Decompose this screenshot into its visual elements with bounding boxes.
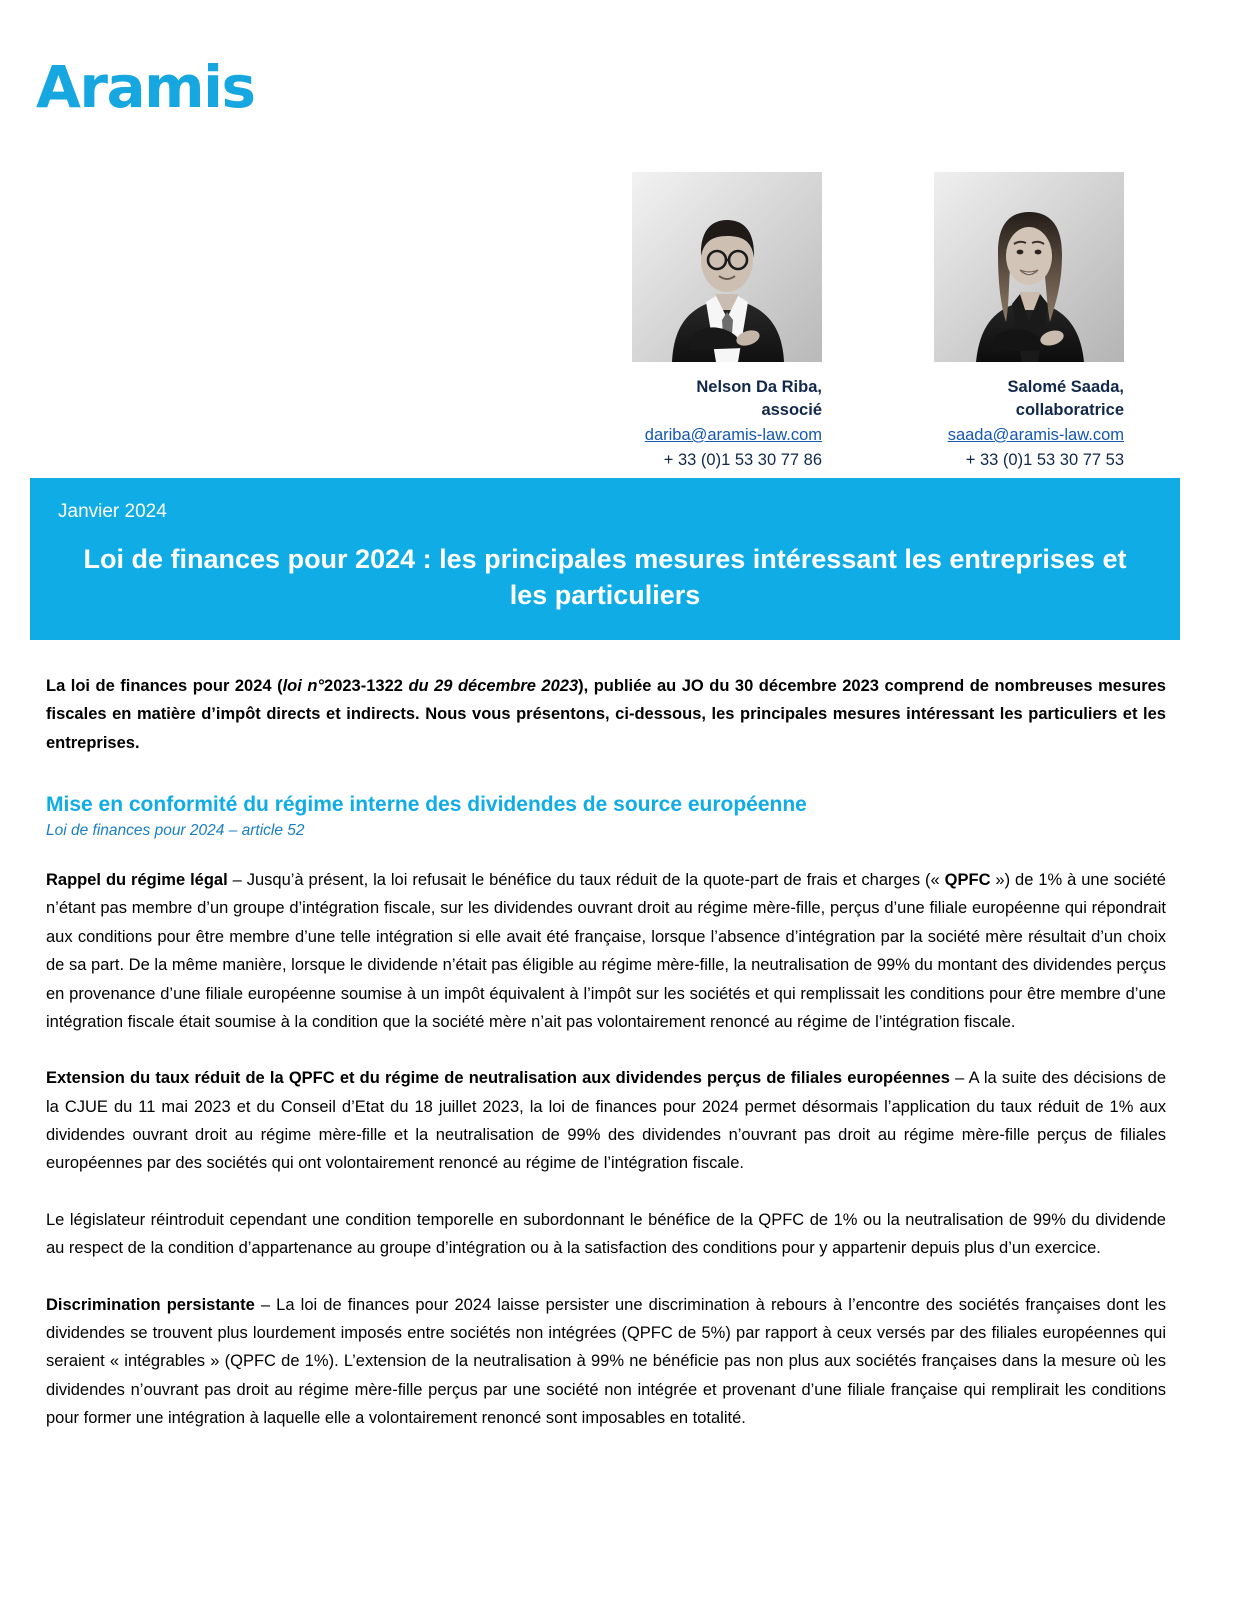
contact-name: Salomé Saada, xyxy=(1007,378,1124,396)
brand-header xyxy=(0,0,1246,120)
aramis-logo: Aramis xyxy=(36,53,255,121)
contact-role: collaboratrice xyxy=(1015,401,1124,420)
title-banner xyxy=(30,478,1180,640)
paragraph-lead: Extension du taux réduit de la QPFC et du régime de neutralisation aux dividendes perçus de filiales européennes xyxy=(46,1069,950,1088)
body-paragraph xyxy=(46,1064,1166,1178)
section-heading: Mise en conformité du régime interne des dividendes de source européenne xyxy=(46,793,807,817)
contact-card xyxy=(934,172,1124,472)
portrait-photo xyxy=(632,172,822,362)
paragraph-text-a: – A la suite des décisions de la CJUE du 11 mai 2023 et du Conseil d’Etat du 18 juillet 2023, la loi de finances pour 2024 permet désormais l’application du taux réduit de 1% aux dividendes ouvrant droit au régime mère-fille et la neutralisation de 99% des dividendes n’ouvrant pas droit au régime mère-fille perçus de filiales européennes par des sociétés qui ont volontairement renoncé au régime de l’intégration fiscale. xyxy=(46,1069,1166,1173)
contact-email-link[interactable]: saada@aramis-law.com xyxy=(947,425,1124,444)
paragraph-text-b: ») de 1% à une société n’étant pas membre d’un groupe d’intégration fiscale, sur les dividendes ouvrant droit au régime mère-fille, perçus d’une filiale européenne qui répondrait aux conditions pour être membre d’une telle intégration si elle avait été française, lorsque l’absence d’intégration par la société mère résultait d’un choix de sa part. De la même manière, lorsque le dividende n’était pas éligible au régime mère-fille, la neutralisation de 99% du montant des dividendes perçus en provenance d’une filiale européenne soumise à un impôt équivalent à l’impôt sur les sociétés et qui remplissait les conditions pour être membre d’une intégration fiscale était soumise à la condition que la société mère n’ait pas volontairement renoncé au régime de l’intégration fiscale. xyxy=(46,871,1166,1031)
publication-date: Janvier 2024 xyxy=(58,501,167,522)
intro-text-2: 2023-1322 xyxy=(324,677,409,695)
paragraph-text-a: – La loi de finances pour 2024 laisse persister une discrimination à rebours à l’encontre des sociétés françaises dont les dividendes se trouvent plus lourdement imposés entre sociétés non intégrées (QPFC de 5%) par rapport à ceux versés par des filiales européennes qui seraient « intégrables » (QPFC de 1%). L’extension de la neutralisation à 99% ne bénéficie pas non plus aux sociétés françaises dans la mesure où les dividendes n’ouvrant pas droit au régime mère-fille perçus par une société non intégrée et provenant d’une filiale française qui remplirait les conditions pour former une intégration à laquelle elle a volontairement renoncé sont imposables en totalité. xyxy=(46,1295,1166,1428)
intro-text-1: La loi de finances pour 2024 ( xyxy=(46,677,283,695)
contact-role: associé xyxy=(761,401,822,420)
body-paragraph xyxy=(46,1291,1166,1433)
document-title: Loi de finances pour 2024 : les principales mesures intéressant les entreprises et les particuliers xyxy=(83,543,1127,611)
intro-paragraph xyxy=(46,672,1166,757)
portrait-salome-saada-image xyxy=(934,172,1124,362)
document-body xyxy=(46,672,1166,1460)
paragraph-inline-bold: QPFC xyxy=(944,871,991,890)
paragraph-text-a: Le législateur réintroduit cependant une condition temporelle en subordonnant le bénéfice de la QPFC de 1% ou la neutralisation de 99% du dividende au respect de la condition d’appartenance au groupe d’intégration ou à la satisfaction des conditions pour y appartenir depuis plus d’un exercice. xyxy=(46,1210,1166,1258)
paragraph-lead: Discrimination persistante xyxy=(46,1295,255,1314)
paragraph-lead: Rappel du régime légal xyxy=(46,871,228,890)
intro-italic-1: loi n° xyxy=(282,677,325,695)
section-subheading: Loi de finances pour 2024 – article 52 xyxy=(46,822,305,840)
paragraph-text-a: – Jusqu’à présent, la loi refusait le bénéfice du taux réduit de la quote-part de frais et charges (« xyxy=(227,871,945,890)
portrait-nelson-da-riba-image xyxy=(632,172,822,362)
body-paragraph xyxy=(46,866,1166,1036)
contacts-block xyxy=(632,172,1132,472)
portrait-photo xyxy=(934,172,1124,362)
contact-phone: + 33 (0)1 53 30 77 53 xyxy=(965,450,1124,469)
contact-name: Nelson Da Riba, xyxy=(696,378,822,396)
contact-card xyxy=(632,172,822,472)
body-paragraph xyxy=(46,1206,1166,1263)
intro-text-3: ), publiée au JO du 30 décembre 2023 comprend de nombreuses mesures fiscales en matière d’impôt directs et indirects. Nous vous présentons, ci-dessous, les principales mesures intéressant les particuliers et les entreprises. xyxy=(46,677,1166,752)
contact-phone: + 33 (0)1 53 30 77 86 xyxy=(663,450,822,469)
contact-email-link[interactable]: dariba@aramis-law.com xyxy=(644,425,822,444)
intro-italic-2: du 29 décembre 2023 xyxy=(408,677,579,695)
